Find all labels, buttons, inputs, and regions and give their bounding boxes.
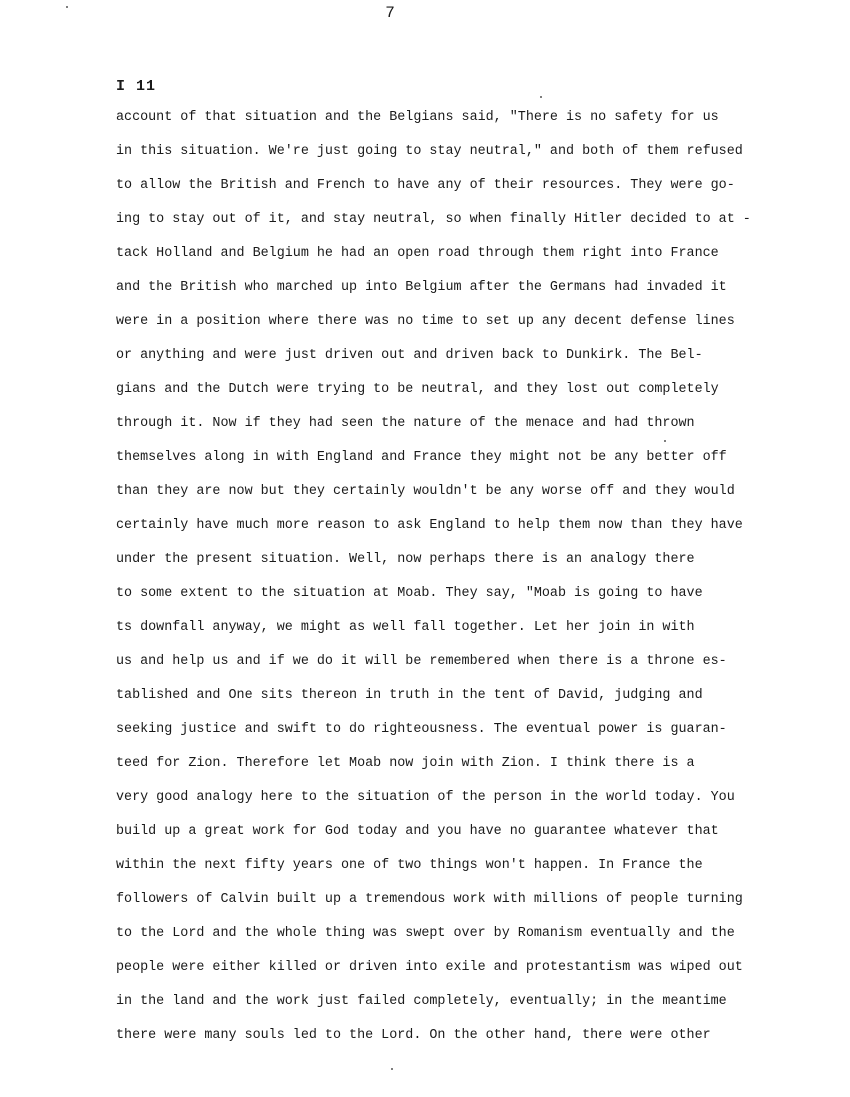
scan-speck <box>664 440 666 442</box>
scan-speck <box>66 6 68 8</box>
text-line: tack Holland and Belgium he had an open road through them right into France <box>116 246 719 261</box>
text-line: there were many souls led to the Lord. On the other hand, there were other <box>116 1028 711 1043</box>
text-line: in this situation. We're just going to stay neutral," and both of them refused <box>116 144 743 159</box>
text-line: to the Lord and the whole thing was swept over by Romanism eventually and the <box>116 926 735 941</box>
scan-speck <box>540 96 542 98</box>
section-label: I 11 <box>116 78 157 95</box>
body-text <box>116 103 796 1055</box>
text-line: themselves along in with England and France they might not be any better off <box>116 450 727 465</box>
text-line: gians and the Dutch were trying to be neutral, and they lost out completely <box>116 382 719 397</box>
text-line: account of that situation and the Belgians said, "There is no safety for us <box>116 110 719 125</box>
text-line: us and help us and if we do it will be remembered when there is a throne es- <box>116 654 727 669</box>
text-line: to some extent to the situation at Moab. They say, "Moab is going to have <box>116 586 703 601</box>
text-line: or anything and were just driven out and driven back to Dunkirk. The Bel- <box>116 348 703 363</box>
text-line: build up a great work for God today and you have no guarantee whatever that <box>116 824 719 839</box>
text-line: through it. Now if they had seen the nature of the menace and had thrown <box>116 416 695 431</box>
scan-speck <box>391 1068 393 1070</box>
text-line: and the British who marched up into Belgium after the Germans had invaded it <box>116 280 727 295</box>
text-line: ts downfall anyway, we might as well fall together. Let her join in with <box>116 620 695 635</box>
text-line: under the present situation. Well, now perhaps there is an analogy there <box>116 552 695 567</box>
text-line: than they are now but they certainly wouldn't be any worse off and they would <box>116 484 735 499</box>
text-line: seeking justice and swift to do righteousness. The eventual power is guaran- <box>116 722 727 737</box>
text-line: to allow the British and French to have any of their resources. They were go- <box>116 178 735 193</box>
page-number: 7 <box>385 4 395 22</box>
text-line: tablished and One sits thereon in truth in the tent of David, judging and <box>116 688 703 703</box>
text-line: followers of Calvin built up a tremendous work with millions of people turning <box>116 892 743 907</box>
text-line: certainly have much more reason to ask England to help them now than they have <box>116 518 743 533</box>
text-line: people were either killed or driven into exile and protestantism was wiped out <box>116 960 743 975</box>
text-line: very good analogy here to the situation of the person in the world today. You <box>116 790 735 805</box>
text-line: in the land and the work just failed completely, eventually; in the meantime <box>116 994 727 1009</box>
text-line: teed for Zion. Therefore let Moab now join with Zion. I think there is a <box>116 756 695 771</box>
text-line: within the next fifty years one of two things won't happen. In France the <box>116 858 703 873</box>
text-line: ing to stay out of it, and stay neutral, so when finally Hitler decided to at - <box>116 212 751 227</box>
text-line: were in a position where there was no time to set up any decent defense lines <box>116 314 735 329</box>
